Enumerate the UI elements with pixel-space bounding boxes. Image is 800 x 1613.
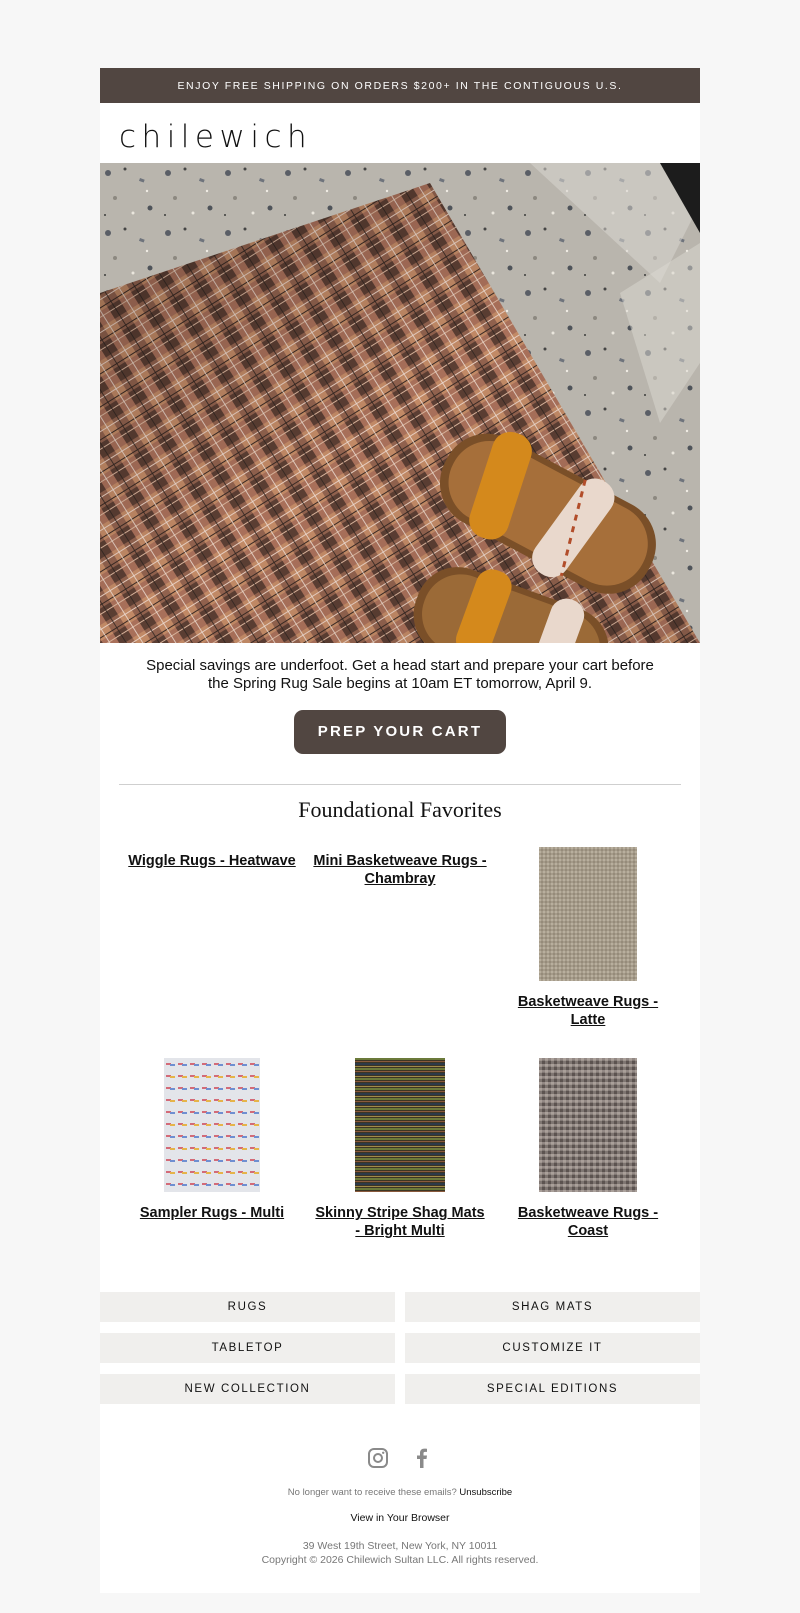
product-card xyxy=(312,1058,488,1240)
nav-tabletop[interactable]: TABLETOP xyxy=(100,1333,395,1363)
product-card xyxy=(500,847,676,1029)
product-link[interactable]: Wiggle Rugs - Heatwave xyxy=(128,853,296,869)
social-links xyxy=(100,1447,700,1474)
product-link[interactable]: Sampler Rugs - Multi xyxy=(139,1205,285,1221)
instagram-icon[interactable] xyxy=(367,1447,389,1474)
view-in-browser-link[interactable]: View in Your Browser xyxy=(350,1512,450,1524)
product-thumbnail[interactable] xyxy=(539,847,637,981)
nav-shag-mats[interactable]: SHAG MATS xyxy=(405,1292,700,1322)
favorites-title: Foundational Favorites xyxy=(298,797,502,822)
product-link[interactable]: Mini Basketweave Rugs - Chambray xyxy=(313,853,487,887)
intro-text: Special savings are underfoot. Get a head start and prepare your cart before the Spring Rug Sale begins at 10am ET tomorrow, April 9. xyxy=(146,657,654,692)
unsubscribe-link[interactable]: Unsubscribe xyxy=(459,1487,513,1498)
browser-line xyxy=(100,1512,700,1524)
product-card xyxy=(312,852,488,888)
company-info xyxy=(100,1539,700,1567)
nav-new-collection[interactable]: NEW COLLECTION xyxy=(100,1374,395,1404)
company-address: 39 West 19th Street, New York, NY 10011 xyxy=(302,1540,498,1552)
prep-cart-button[interactable]: PREP YOUR CART xyxy=(294,710,506,754)
product-card xyxy=(124,1058,300,1222)
brand-logo[interactable]: chilewich xyxy=(119,119,313,155)
shipping-banner-text: ENJOY FREE SHIPPING ON ORDERS $200+ IN THE CONTIGUOUS U.S. xyxy=(177,79,623,92)
cta-wrapper xyxy=(100,693,700,754)
hero-image[interactable] xyxy=(100,163,700,643)
product-link[interactable]: Basketweave Rugs - Latte xyxy=(517,994,659,1028)
product-card xyxy=(124,852,300,870)
copyright-text: Copyright © 2026 Chilewich Sultan LLC. All rights reserved. xyxy=(261,1554,539,1566)
nav-customize-it[interactable]: CUSTOMIZE IT xyxy=(405,1333,700,1363)
facebook-icon[interactable] xyxy=(411,1447,433,1474)
product-thumbnail[interactable] xyxy=(539,1058,637,1192)
product-thumbnail[interactable] xyxy=(355,1058,445,1192)
shipping-banner xyxy=(100,68,700,103)
category-nav xyxy=(100,1292,700,1422)
email-footer xyxy=(100,1422,700,1612)
product-grid xyxy=(100,837,700,1292)
product-link[interactable]: Basketweave Rugs - Coast xyxy=(517,1205,659,1239)
product-thumbnail[interactable] xyxy=(164,1058,260,1192)
unsubscribe-line xyxy=(100,1487,700,1498)
email-header xyxy=(100,103,700,163)
email-container xyxy=(100,68,700,1593)
product-link[interactable]: Skinny Stripe Shag Mats - Bright Multi xyxy=(315,1205,485,1239)
nav-special-editions[interactable]: SPECIAL EDITIONS xyxy=(405,1374,700,1404)
unsubscribe-text: No longer want to receive these emails? xyxy=(287,1487,457,1498)
product-card xyxy=(500,1058,676,1240)
nav-rugs[interactable]: RUGS xyxy=(100,1292,395,1322)
